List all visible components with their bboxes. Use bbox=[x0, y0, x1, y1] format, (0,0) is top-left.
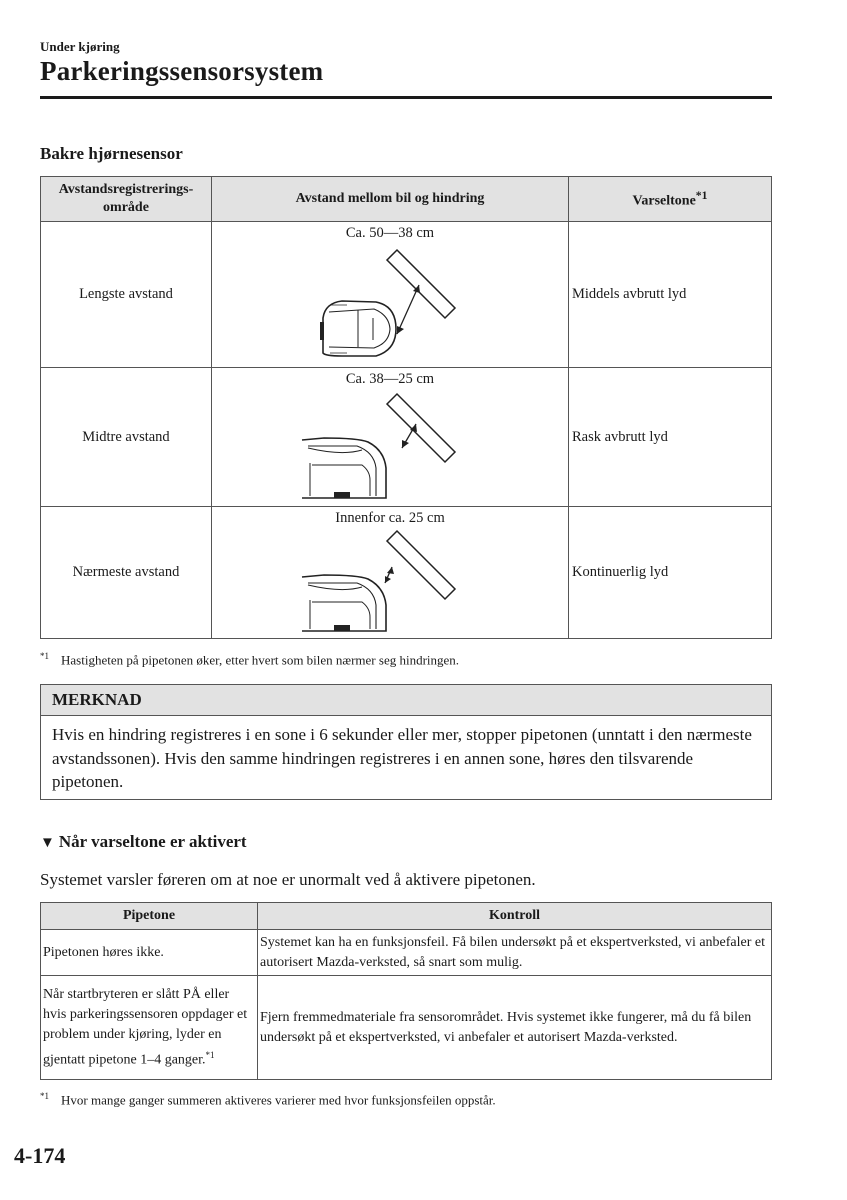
footnote-mark: *1 bbox=[695, 189, 708, 203]
title-divider bbox=[40, 96, 772, 99]
footnote-text: Hastigheten på pipetonen øker, etter hvert som bilen nærmer seg hindringen. bbox=[61, 652, 460, 668]
note-title: MERKNAD bbox=[41, 685, 771, 716]
footnote-text: Hvor mange ganger summeren aktiveres varierer med hvor funksjonsfeilen oppstår. bbox=[61, 1092, 496, 1108]
alert-title-text: Når varseltone er aktivert bbox=[58, 832, 247, 851]
beep-cell: Pipetonen høres ikke. bbox=[41, 930, 258, 976]
note-box bbox=[40, 684, 772, 800]
check-cell: Systemet kan ha en funksjonsfeil. Få bilen undersøkt på et ekspertverksted, vi anbefaler et autorisert Mazda-verksted, så snart som mulig. bbox=[258, 930, 772, 976]
beep-cell bbox=[41, 976, 258, 1080]
car-icon bbox=[320, 301, 396, 356]
sensor-footnote bbox=[40, 651, 459, 668]
footnote-mark: *1 bbox=[40, 651, 49, 661]
table-row bbox=[41, 930, 772, 976]
obstacle-icon bbox=[387, 531, 455, 599]
check-cell: Fjern fremmedmateriale fra sensorområdet. Hvis systemet ikke fungerer, må du få bilen undersøkt på et ekspertverksted, vi anbefaler et autorisert Mazda-verksted. bbox=[258, 976, 772, 1080]
distance-cell bbox=[212, 222, 569, 368]
distance-arrow-icon bbox=[397, 285, 420, 334]
car-icon bbox=[302, 438, 386, 498]
zone-cell: Nærmeste avstand bbox=[41, 507, 212, 639]
table-row bbox=[41, 368, 772, 507]
car-icon bbox=[302, 575, 386, 631]
zone-cell: Midtre avstand bbox=[41, 368, 212, 507]
table-row bbox=[41, 222, 772, 368]
car-obstacle-diagram bbox=[212, 368, 568, 506]
header-zone: Avstandsregistrerings-område bbox=[41, 177, 212, 222]
tone-cell: Middels avbrutt lyd bbox=[569, 222, 772, 368]
table-row bbox=[41, 507, 772, 639]
tone-cell: Kontinuerlig lyd bbox=[569, 507, 772, 639]
header-beep: Pipetone bbox=[41, 903, 258, 930]
sensor-distance-table bbox=[40, 176, 772, 639]
sensor-table-title: Bakre hjørnesensor bbox=[40, 144, 183, 163]
footnote-mark: *1 bbox=[205, 1049, 215, 1060]
obstacle-icon bbox=[387, 394, 455, 462]
header-check: Kontroll bbox=[258, 903, 772, 930]
table-header-row bbox=[41, 903, 772, 930]
car-obstacle-diagram bbox=[212, 222, 568, 367]
obstacle-icon bbox=[387, 250, 455, 318]
beep-check-table bbox=[40, 902, 772, 1080]
header-distance: Avstand mellom bil og hindring bbox=[212, 177, 569, 222]
table-header-row bbox=[41, 177, 772, 222]
distance-arrow-icon bbox=[385, 567, 394, 583]
zone-cell: Lengste avstand bbox=[41, 222, 212, 368]
alert-footnote bbox=[40, 1091, 496, 1108]
triangle-down-icon: ▼ bbox=[40, 835, 55, 851]
distance-cell bbox=[212, 507, 569, 639]
distance-label: Innenfor ca. 25 cm bbox=[335, 510, 445, 526]
note-body: Hvis en hindring registreres i en sone i 6 sekunder eller mer, stopper pipetonen (unntatt i den nærmeste avstandssonen). Hvis den samme hindringen registreres i en annen sone, høres den tilsvarende pipetonen. bbox=[52, 725, 752, 791]
page-number: 4-174 bbox=[14, 1143, 66, 1168]
distance-label: Ca. 50—38 cm bbox=[345, 225, 435, 241]
distance-arrow-icon bbox=[402, 424, 417, 448]
tone-cell: Rask avbrutt lyd bbox=[569, 368, 772, 507]
header-tone-label: Varseltone bbox=[632, 193, 696, 209]
alert-intro: Systemet varsler føreren om at noe er unormalt ved å aktivere pipetonen. bbox=[40, 870, 536, 889]
section-label: Under kjøring bbox=[40, 39, 120, 54]
beep-text: Når startbryteren er slått PÅ eller hvis parkeringssensoren oppdager et problem under kjøring, lyder en gjentatt pipetone 1–4 ganger. bbox=[43, 986, 248, 1068]
header-tone bbox=[569, 177, 772, 222]
alert-section-title bbox=[40, 832, 247, 852]
table-row bbox=[41, 976, 772, 1080]
distance-cell bbox=[212, 368, 569, 507]
page-title: Parkeringssensorsystem bbox=[40, 56, 324, 86]
footnote-mark: *1 bbox=[40, 1091, 49, 1101]
car-obstacle-diagram bbox=[212, 507, 568, 638]
distance-label: Ca. 38—25 cm bbox=[345, 371, 435, 387]
